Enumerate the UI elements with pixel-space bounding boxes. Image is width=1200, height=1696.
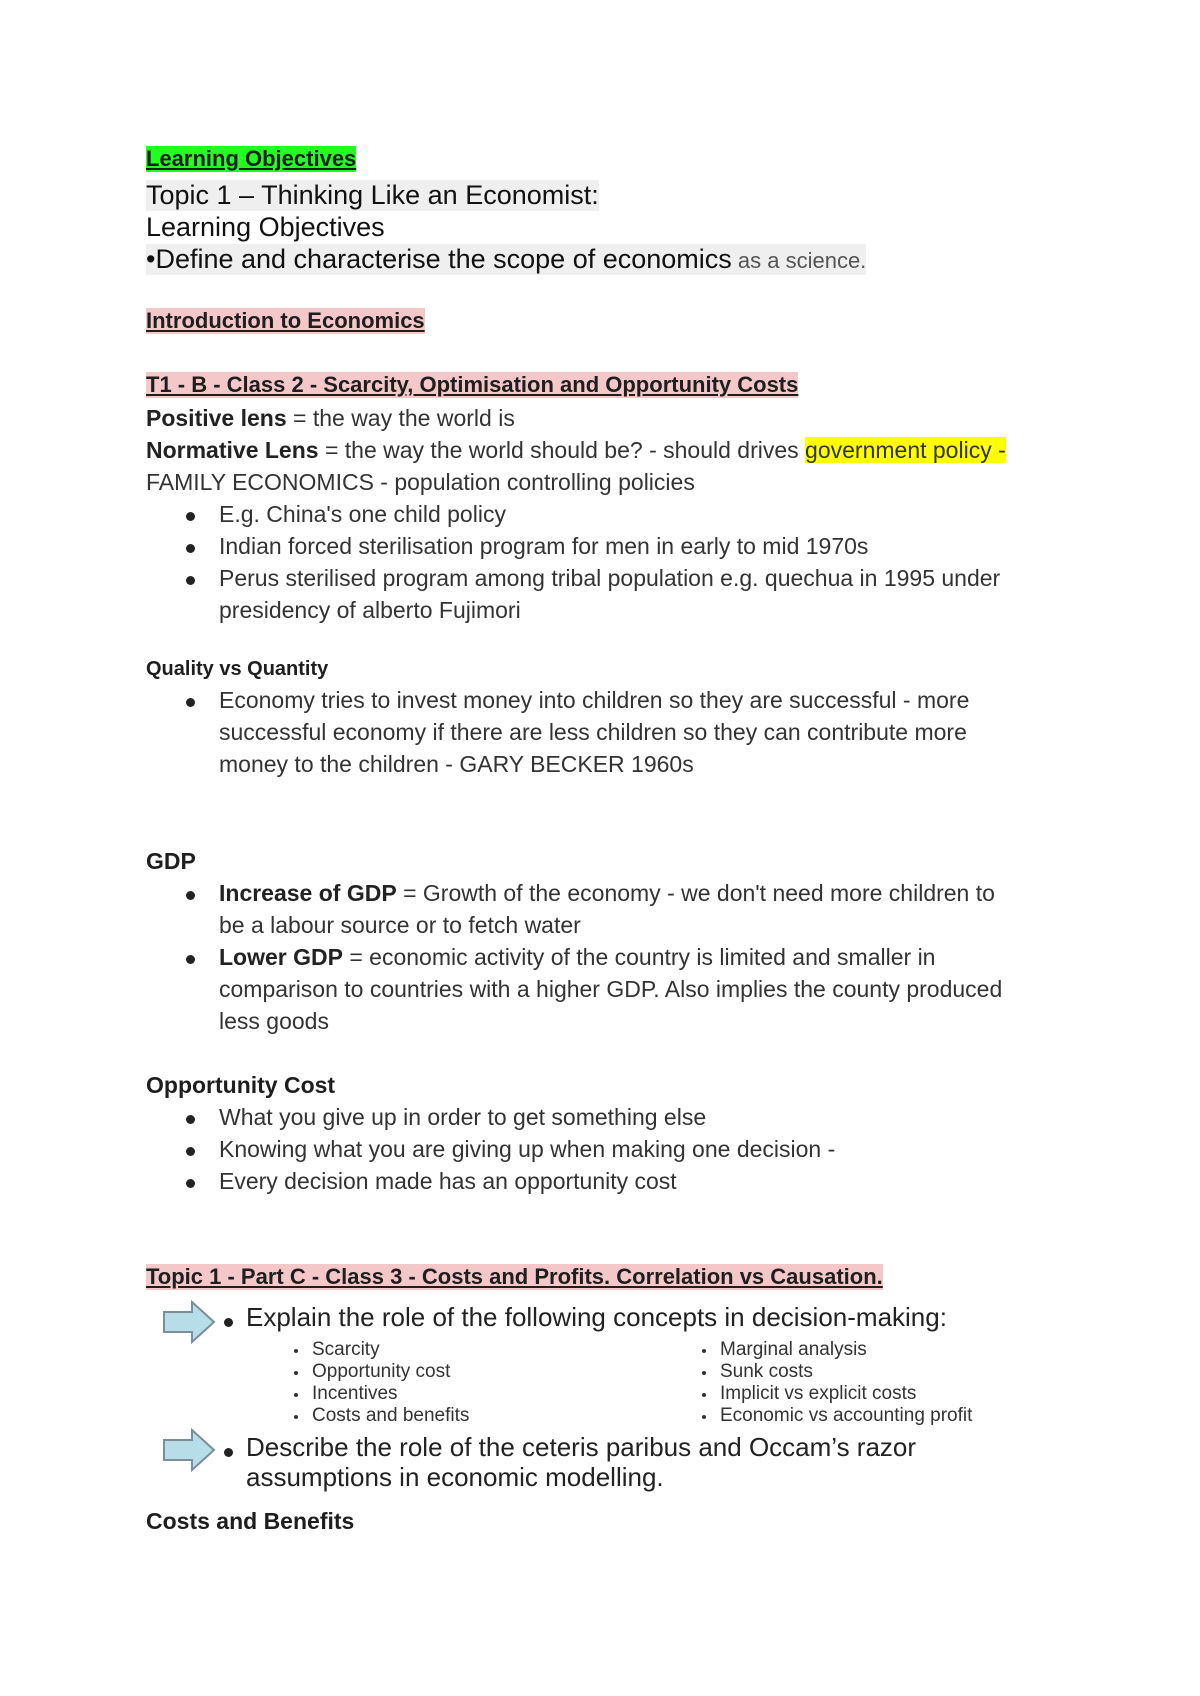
class2-bullet-1: E.g. China's one child policy [219,501,506,527]
gdp-increase-text: = Growth of the economy - we don't need more children to [396,880,995,906]
bullet-dot [224,1448,233,1457]
bullet-dot [186,512,195,521]
learning-objectives-heading: Learning Objectives [146,146,357,171]
bullet-dot [186,1115,195,1124]
gdp-lower-line [219,944,935,971]
objective-bold: •Define and characterise the scope of economics [146,244,732,274]
bullet-dot [186,544,195,553]
opportunity-bullet-3: Every decision made has an opportunity cost [219,1168,677,1194]
slide-left-item-4: Costs and benefits [312,1405,470,1426]
class3-heading: Topic 1 - Part C - Class 3 - Costs and Profits. Correlation vs Causation. [146,1264,883,1289]
slide-line-1: Explain the role of the following concepts in decision-making: [246,1302,947,1332]
quality-heading: Quality vs Quantity [146,658,329,680]
opportunity-heading: Opportunity Cost [146,1072,336,1098]
positive-lens-text: = the way the world is [286,405,515,431]
gdp-increase-label: Increase of GDP [219,880,397,906]
quality-line-2: successful economy if there are less children so they can contribute more [219,719,967,745]
topic1-objective [146,244,866,275]
slide-excerpt [146,1296,1046,1496]
quality-line-3: money to the children - GARY BECKER 1960s [219,751,694,777]
gdp-heading: GDP [146,848,196,874]
normative-lens-line [146,437,1006,464]
slide-left-item-1: Scarcity [312,1339,380,1360]
slide-right-item-4: Economic vs accounting profit [720,1405,973,1426]
bullet-dot [186,955,195,964]
slide-line-2b: assumptions in economic modelling. [246,1462,664,1492]
opportunity-bullet-2: Knowing what you are giving up when making one decision - [219,1136,836,1162]
sub-bullet-dot [294,1371,298,1375]
sub-bullet-dot [294,1393,298,1397]
arrow-icon [162,1300,216,1344]
bullet-dot [186,1179,195,1188]
class2-bullet-3-cont: presidency of alberto Fujimori [219,597,521,623]
slide-line-2a: Describe the role of the ceteris paribus and Occam’s razor [246,1432,917,1462]
class2-bullet-2: Indian forced sterilisation program for men in early to mid 1970s [219,533,869,559]
class2-bullet-3: Perus sterilised program among tribal population e.g. quechua in 1995 under [219,565,1001,591]
sub-bullet-dot [702,1371,706,1375]
slide-left-item-2: Opportunity cost [312,1361,451,1382]
gdp-increase-line [219,880,995,907]
sub-bullet-dot [702,1349,706,1353]
opportunity-bullet-1: What you give up in order to get something else [219,1104,707,1130]
slide-right-item-1: Marginal analysis [720,1339,867,1360]
gdp-lower-line-2: comparison to countries with a higher GDP. Also implies the county produced [219,976,1003,1002]
bullet-dot [186,891,195,900]
gdp-lower-text: = economic activity of the country is limited and smaller in [342,944,936,970]
bullet-dot [186,698,195,707]
sub-bullet-dot [294,1349,298,1353]
sub-bullet-dot [702,1415,706,1419]
normative-lens-label: Normative Lens [146,437,319,463]
family-economics-line: FAMILY ECONOMICS - population controlling policies [146,469,695,495]
bullet-dot [186,1147,195,1156]
topic1-title-line1: Topic 1 – Thinking Like an Economist: [146,180,599,210]
gdp-increase-line-2: be a labour source or to fetch water [219,912,581,938]
introduction-heading: Introduction to Economics [146,308,425,333]
objective-rest: as a science. [731,248,867,273]
slide-right-item-3: Implicit vs explicit costs [720,1383,917,1404]
slide-left-item-3: Incentives [312,1383,398,1404]
gdp-lower-label: Lower GDP [219,944,343,970]
positive-lens-label: Positive lens [146,405,287,431]
arrow-icon [162,1428,216,1472]
costs-benefits-heading: Costs and Benefits [146,1508,355,1534]
bullet-dot [186,576,195,585]
normative-lens-text: = the way the world should be? - should drives [318,437,806,463]
gdp-lower-line-3: less goods [219,1008,329,1034]
positive-lens-line [146,405,515,432]
quality-line-1: Economy tries to invest money into children so they are successful - more [219,687,970,713]
bullet-dot [224,1318,233,1327]
sub-bullet-dot [702,1393,706,1397]
normative-highlight: government policy - [805,437,1006,463]
class2-heading: T1 - B - Class 2 - Scarcity, Optimisation and Opportunity Costs [146,372,799,397]
topic1-title-line2: Learning Objectives [146,212,385,242]
sub-bullet-dot [294,1415,298,1419]
slide-right-item-2: Sunk costs [720,1361,813,1382]
